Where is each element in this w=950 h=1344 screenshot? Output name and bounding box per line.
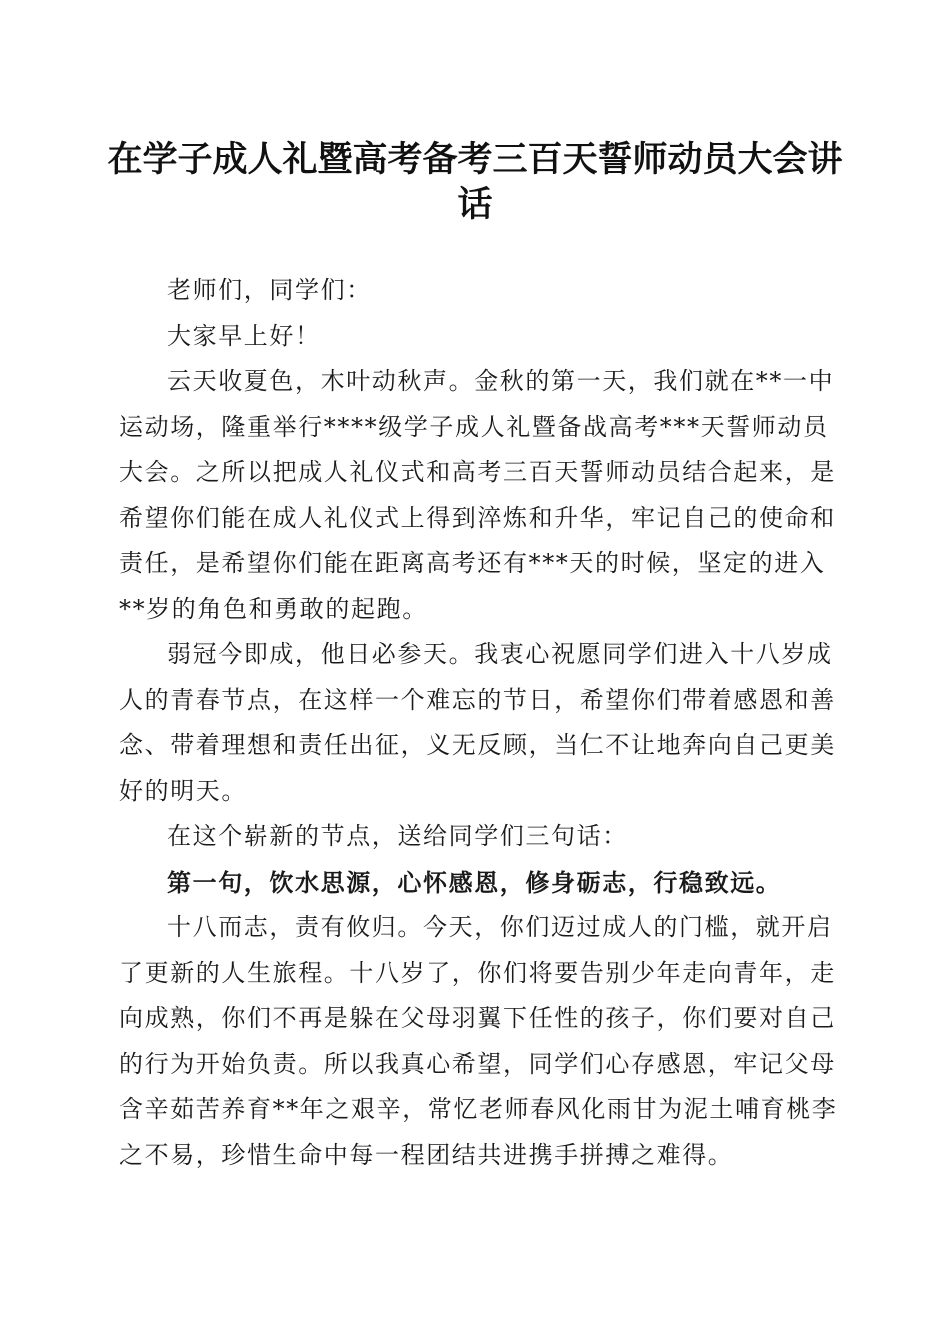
paragraph-wishes: 弱冠今即成，他日必参天。我衷心祝愿同学们进入十八岁成人的青春节点，在这样一个难忘的节日，希望你们带着感恩和善念、带着理想和责任出征，义无反顾，当仁不让地奔向自己更美好的明天。 [119,640,836,805]
paragraph-intro-three-sentences: 在这个崭新的节点，送给同学们三句话： [167,822,628,850]
greeting: 大家早上好！ [167,321,321,350]
paragraph-first-sentence-heading: 第一句，饮水思源，心怀感恩，修身砺志，行稳致远。 [167,867,782,897]
salutation: 老师们，同学们： [167,276,372,304]
document-body [119,268,839,1178]
paragraph-gratitude: 十八而志，责有攸归。今天，你们迈过成人的门槛，就开启了更新的人生旅程。十八岁了，你们将要告别少年走向青年，走向成熟，你们不再是躲在父母羽翼下任性的孩子，你们要对自己的行为开始负责。所以我真心希望，同学们心存感恩，牢记父母含辛茹苦养育**年之艰辛，常忆老师春风化雨甘为泥土哺育桃李之不易，珍惜生命中每一程团结共进携手拼搏之难得。 [119,913,838,1169]
document-title: 在学子成人礼暨高考备考三百天誓师动员大会讲话 [107,139,843,225]
paragraph-opening: 云天收夏色，木叶动秋声。金秋的第一天，我们就在**一中运动场，隆重举行****级学子成人礼暨备战高考***天誓师动员大会。之所以把成人礼仪式和高考三百天誓师动员结合起来，是希望你们能在成人礼仪式上得到淬炼和升华，牢记自己的使命和责任，是希望你们能在距离高考还有***天的时候，坚定的进入**岁的角色和勇敢的起跑。 [119,367,836,623]
